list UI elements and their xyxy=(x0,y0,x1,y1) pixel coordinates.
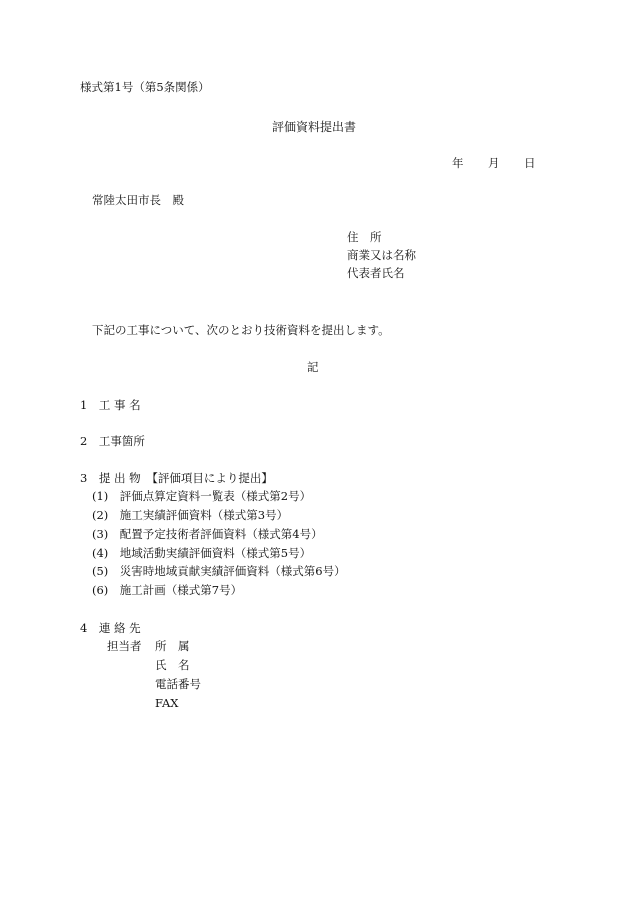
document-title: 評価資料提出書 xyxy=(272,120,357,134)
submission-item-1: (1) 評価点算定資料一覧表（様式第2号） xyxy=(92,489,312,503)
intro-text: 下記の工事について、次のとおり技術資料を提出します。 xyxy=(92,323,390,337)
contact-department-label: 所 属 xyxy=(155,639,190,653)
submission-item-3: (3) 配置予定技術者評価資料（様式第4号） xyxy=(92,527,323,541)
ki-heading: 記 xyxy=(307,360,319,374)
section-construction-name: 1 工 事 名 xyxy=(80,398,141,412)
date-year-label: 年 xyxy=(452,156,464,170)
applicant-representative-label: 代表者氏名 xyxy=(347,266,405,280)
contact-person-label: 担当者 xyxy=(107,639,142,653)
addressee: 常陸太田市長 殿 xyxy=(92,193,184,207)
submission-item-5: (5) 災害時地域貢献実績評価資料（様式第6号） xyxy=(92,564,346,578)
submission-item-2: (2) 施工実績評価資料（様式第3号） xyxy=(92,508,289,522)
section-contact: 4 連 絡 先 xyxy=(80,621,141,635)
applicant-address-label: 住 所 xyxy=(347,230,382,244)
section-submission: 3 提 出 物 【評価項目により提出】 xyxy=(80,471,273,485)
date-day-label: 日 xyxy=(524,156,536,170)
date-month-label: 月 xyxy=(488,156,500,170)
form-number: 様式第1号（第5条関係） xyxy=(80,80,210,94)
contact-fax-label: FAX xyxy=(155,696,179,710)
contact-name-label: 氏 名 xyxy=(155,658,190,672)
submission-item-4: (4) 地域活動実績評価資料（様式第5号） xyxy=(92,546,312,560)
contact-phone-label: 電話番号 xyxy=(155,677,201,691)
applicant-company-label: 商業又は名称 xyxy=(347,248,416,262)
section-construction-place: 2 工事箇所 xyxy=(80,434,145,448)
submission-item-6: (6) 施工計画（様式第7号） xyxy=(92,583,243,597)
